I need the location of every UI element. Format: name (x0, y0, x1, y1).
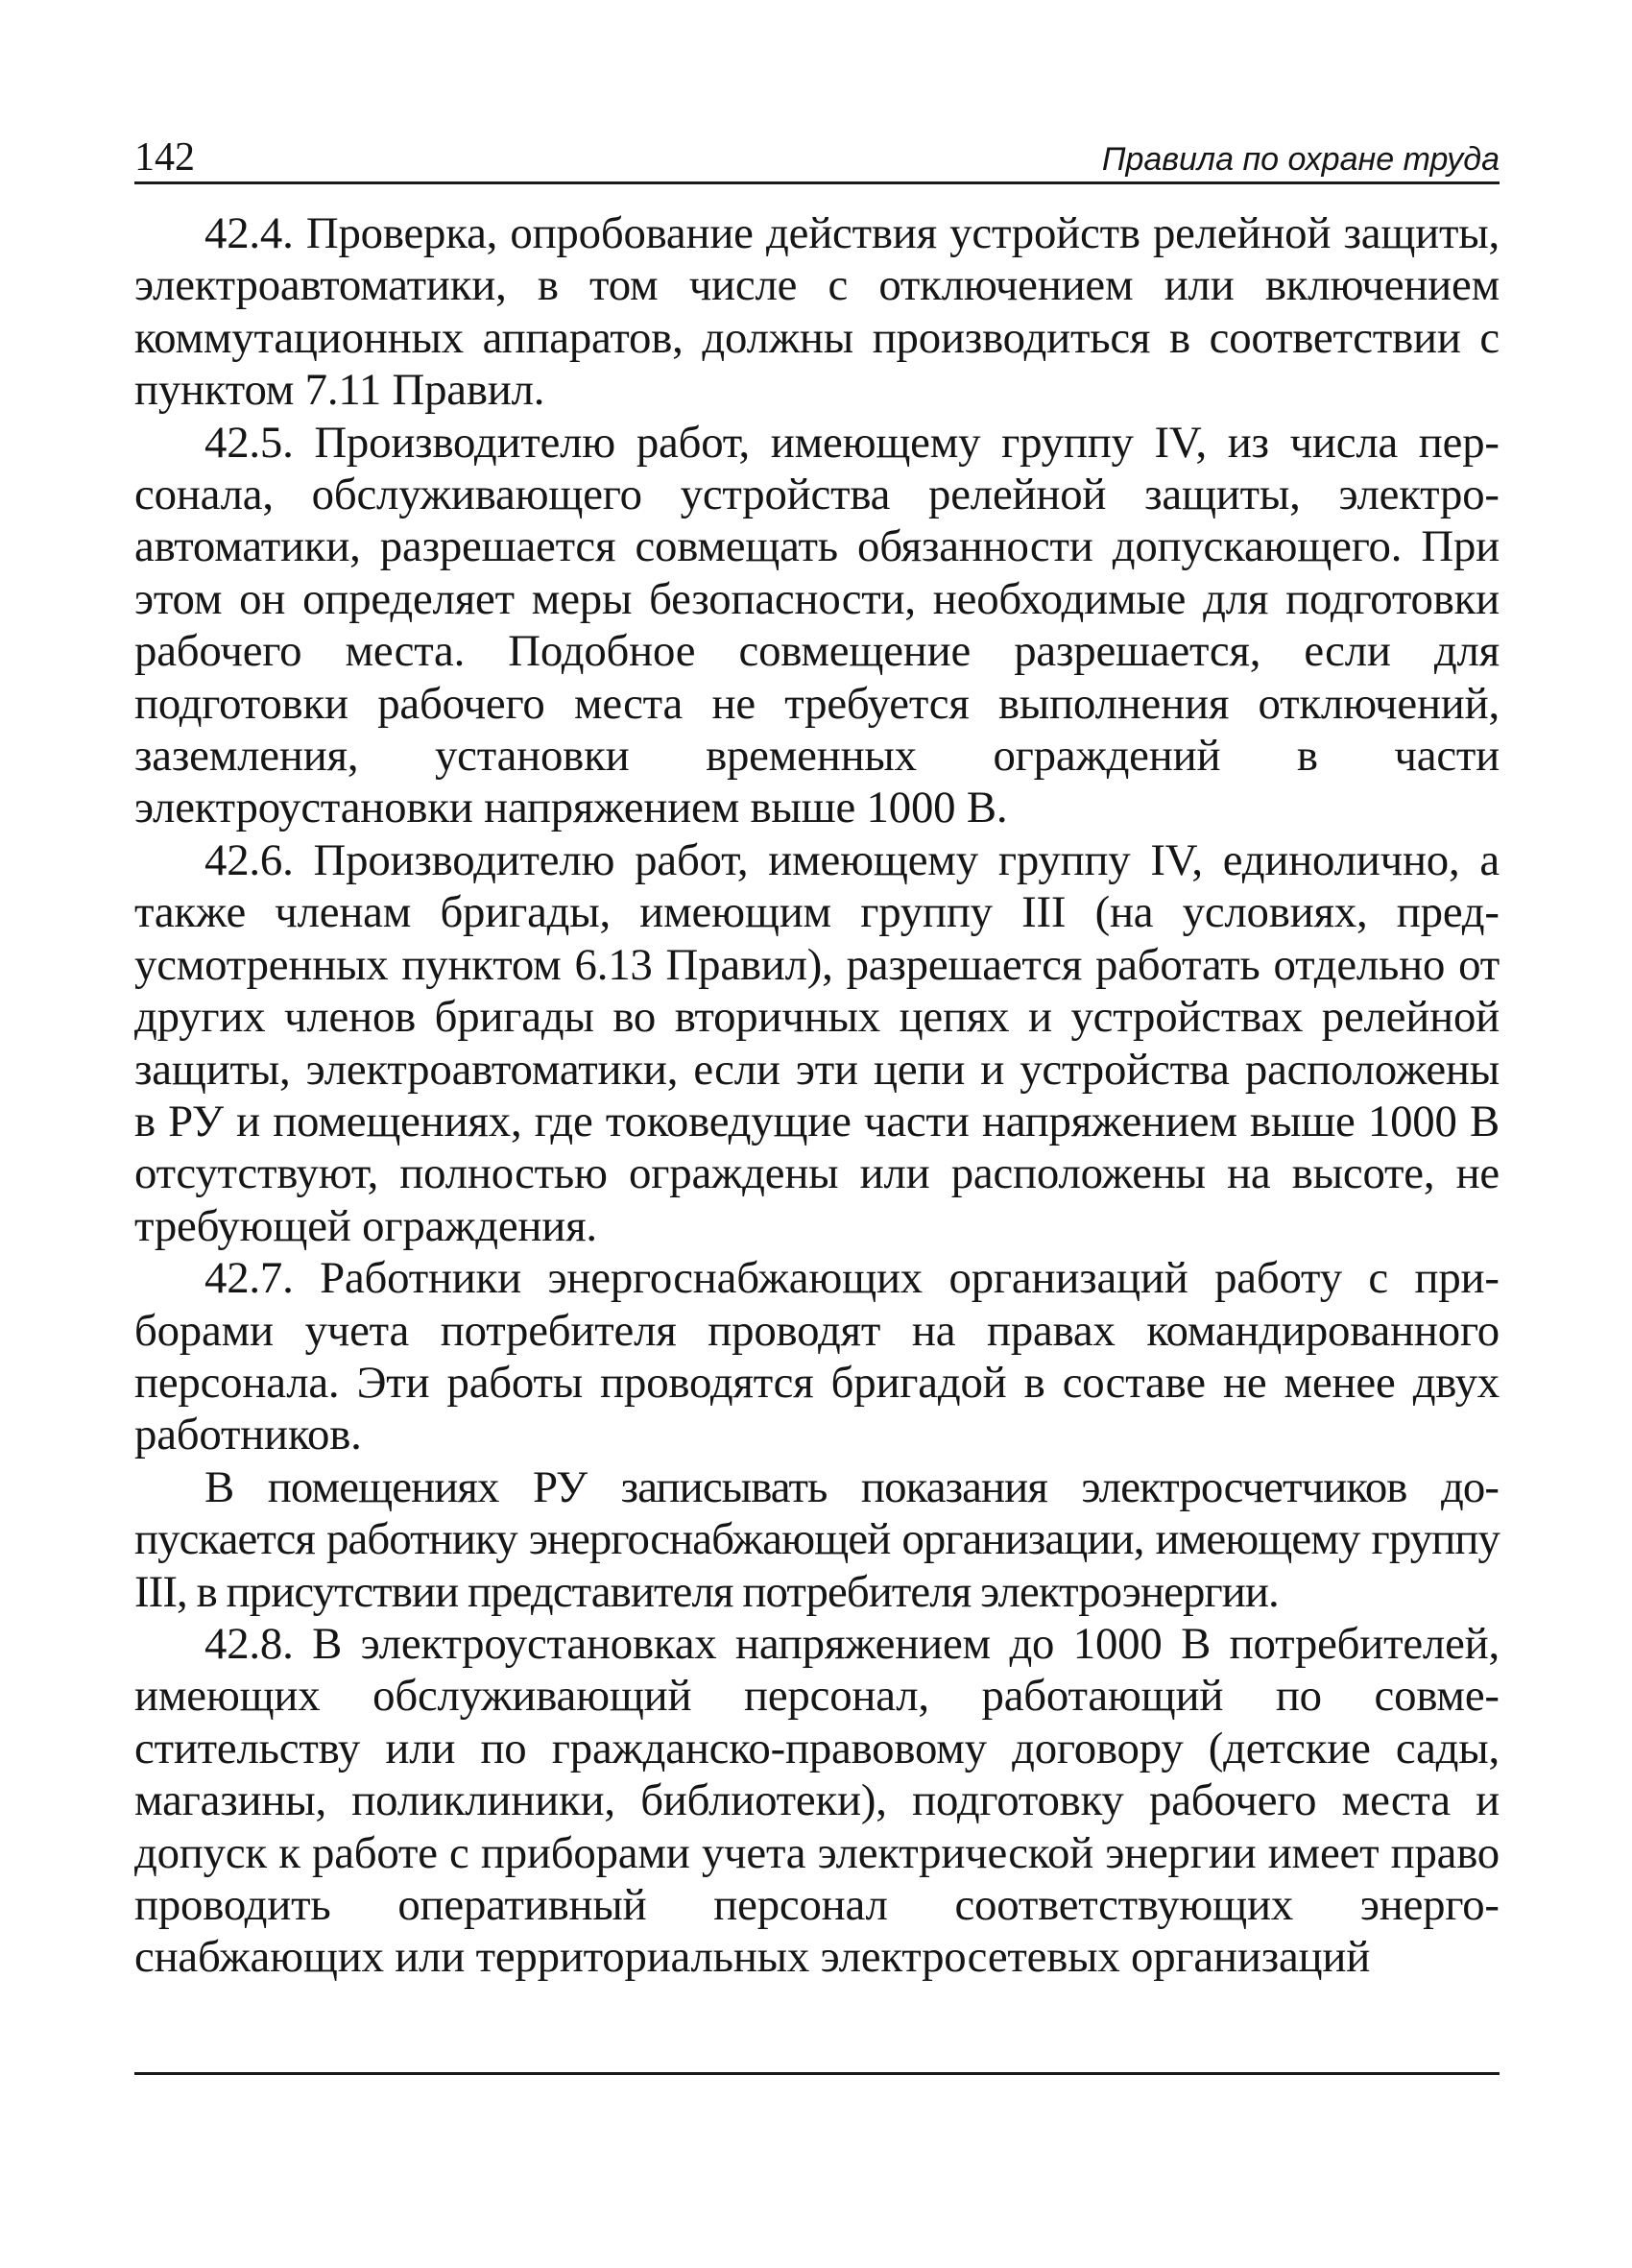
paragraph-42-7: 42.7. Работники энергоснабжающих организаций работу с приборами учета потребителя проводят на правах командированного персонала. Эти работы проводятся бригадой в составе не менее двух работников. (134, 1253, 1500, 1460)
footer-rule (134, 2072, 1500, 2075)
paragraph-42-6: 42.6. Производителю работ, имеющему группу IV, единолично, а также членам бригады, имеющим группу III (на условиях, предусмотренных пунктом 6.13 Правил), разрешается работать отдельно от других членов бригады во вторичных цепях и устройствах релейной защиты, электроавтоматики, если эти цепи и устройства расположены в РУ и помещениях, где токоведущие части напряжением выше 1000 В отсутствуют, полностью ограждены или расположены на высоте, не требующей ограждения. (134, 834, 1500, 1251)
paragraph-42-5: 42.5. Производителю работ, имеющему группу IV, из числа персонала, обслуживающего устройства релейной защиты, электроавтоматики, разрешается совмещать обязанности допускающего. При этом он определяет меры безопасности, необходимые для подготовки рабочего места. Подобное совмещение разрешается, если для подготовки рабочего места не требуется выполнения отключений, заземления, установки временных ограждений в части электроустановки напряжением выше 1000 В. (134, 417, 1500, 833)
paragraph-42-4: 42.4. Проверка, опробование действия устройств релейной защиты, электроавтоматики, в том числе с отключением или включением коммутационных аппаратов, должны производиться в соответствии с пунктом 7.11 Правил. (134, 208, 1500, 416)
running-title: Правила по охране труда (1101, 141, 1500, 178)
paragraph-ru-meter-readings: В помещениях РУ записывать показания электросчетчиков допускается работнику энергоснабжающей организации, имеющему группу III, в присутствии представителя потребителя электроэнергии. (134, 1461, 1500, 1617)
document-page (134, 120, 1500, 1984)
page-number: 142 (134, 135, 195, 180)
body-text (134, 207, 1500, 1984)
page-header (134, 120, 1500, 184)
paragraph-42-8: 42.8. В электроустановках напряжением до 1000 В потребителей, имеющих обслуживающий персонал, работающий по совместительству или по гражданско-правовому договору (детские сады, магазины, поликлиники, библиотеки), подготовку рабочего места и допуск к работе с приборами учета электрической энергии имеет право проводить оперативный персонал соответствующих энергоснабжающих или территориальных электросетевых организаций (134, 1618, 1500, 1983)
